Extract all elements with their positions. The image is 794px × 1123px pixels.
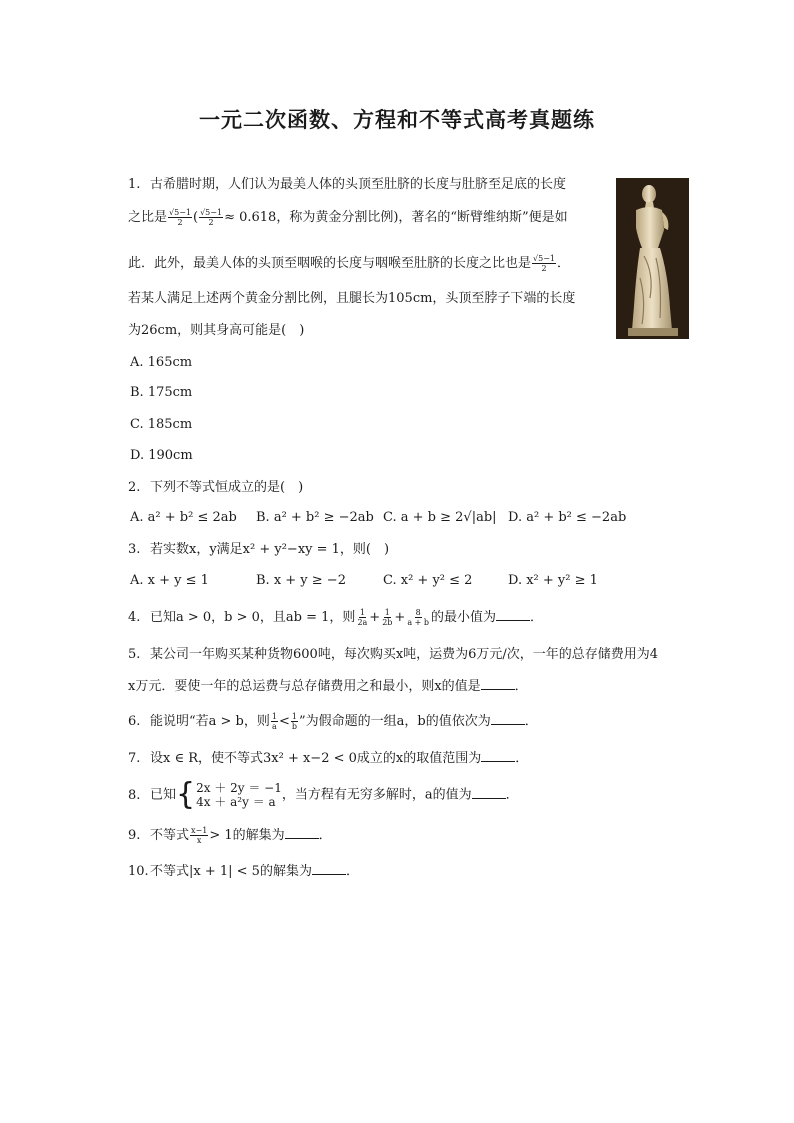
question-6: 6. 能说明“若a > b，则 $\frac{1}{a}$ < $\frac{1}{b}$ ”为假命题的一组a，b的值依次为 ． xyxy=(128,712,538,731)
answer-blank[interactable] xyxy=(472,786,506,799)
question-1-line-5: 为26cm，则其身高可能是( ) xyxy=(128,323,305,338)
question-1-line-1: 1. 古希腊时期，人们认为最美人体的头顶至肚脐的长度与肚脐至足底的长度 xyxy=(128,177,567,192)
question-1-line-4: 若某人满足上述两个黄金分割比例，且腿长为105cm，头顶至脖子下端的长度 xyxy=(128,291,576,306)
answer-blank[interactable] xyxy=(285,826,319,839)
question-10: 10.不等式|x + 1| < 5的解集为 ． xyxy=(128,864,359,879)
question-3-option-c: C. x² + y² ≤ 2 xyxy=(383,573,473,588)
question-2-option-b: B. a² + b² ≥ −2ab xyxy=(256,510,374,525)
question-1-line-3: 此．此外，最美人体的头顶至咽喉的长度与咽喉至肚脐的长度之比也是 $\frac{√5-1}{2}$ ． xyxy=(128,254,571,273)
golden-ratio-fraction: $\frac{√5-1}{2}$ xyxy=(169,208,191,227)
question-3-stem: 3. 若实数x，y满足x² + y²−xy = 1，则( ) xyxy=(128,542,390,557)
page-title: 一元二次函数、方程和不等式高考真题练 xyxy=(199,107,595,132)
question-3-option-a: A. x + y ≤ 1 xyxy=(130,573,209,588)
question-2-option-d: D. a² + b² ≤ −2ab xyxy=(508,510,627,525)
question-3-option-b: B. x + y ≥ −2 xyxy=(256,573,346,588)
answer-blank[interactable] xyxy=(496,608,530,621)
question-5-line-2: x万元．要使一年的总运费与总存储费用之和最小，则x的值是 ． xyxy=(128,679,528,694)
venus-de-milo-image xyxy=(616,178,689,339)
equation-system: { 2x ＋ 2y ＝ −1 4x ＋ a²y ＝ a xyxy=(176,777,282,812)
question-1-option-a: A. 165cm xyxy=(130,355,193,370)
question-7: 7. 设x ∈ R，使不等式3x² + x−2 < 0成立的x的取值范围为 ． xyxy=(128,751,529,766)
question-9: 9. 不等式 $\frac{x-1}{x}$ > 1的解集为 ． xyxy=(128,826,332,845)
answer-blank[interactable] xyxy=(481,677,515,690)
answer-blank[interactable] xyxy=(481,749,515,762)
golden-ratio-fraction: $\frac{√5-1}{2}$ xyxy=(200,208,223,227)
question-4: 4. 已知a > 0，b > 0，且ab = 1，则 $\frac{1}{2a}$ + $\frac{1}{2b}$ + $\frac{8}{a + b}$ 的最小值为 ． xyxy=(128,608,544,627)
question-2-option-a: A. a² + b² ≤ 2ab xyxy=(130,510,237,525)
question-1-option-b: B. 175cm xyxy=(130,385,193,400)
question-1-option-d: D. 190cm xyxy=(130,448,193,463)
question-1-line-2: 之比是 $\frac{√5-1}{2}$ ( $\frac{√5-1}{2}$ ≈ 0.618，称为黄金分割比例)，著名的“断臂维纳斯”便是如 xyxy=(128,208,568,227)
question-1-option-c: C. 185cm xyxy=(130,417,193,432)
answer-blank[interactable] xyxy=(491,712,525,725)
question-8: 8. 已知 { 2x ＋ 2y ＝ −1 4x ＋ a²y ＝ a ，当方程有无穷多解时，a的值为 ． xyxy=(128,777,519,812)
question-3-option-d: D. x² + y² ≥ 1 xyxy=(508,573,598,588)
question-number: 1. xyxy=(128,177,141,192)
question-2-stem: 2. 下列不等式恒成立的是( ) xyxy=(128,480,304,495)
question-5-line-1: 5. 某公司一年购买某种货物600吨，每次购买x吨，运费为6万元/次，一年的总存储费用为4 xyxy=(128,647,659,662)
answer-blank[interactable] xyxy=(312,862,346,875)
question-2-option-c: C. a + b ≥ 2√|ab| xyxy=(383,510,497,525)
golden-ratio-fraction: $\frac{√5-1}{2}$ xyxy=(533,254,555,273)
